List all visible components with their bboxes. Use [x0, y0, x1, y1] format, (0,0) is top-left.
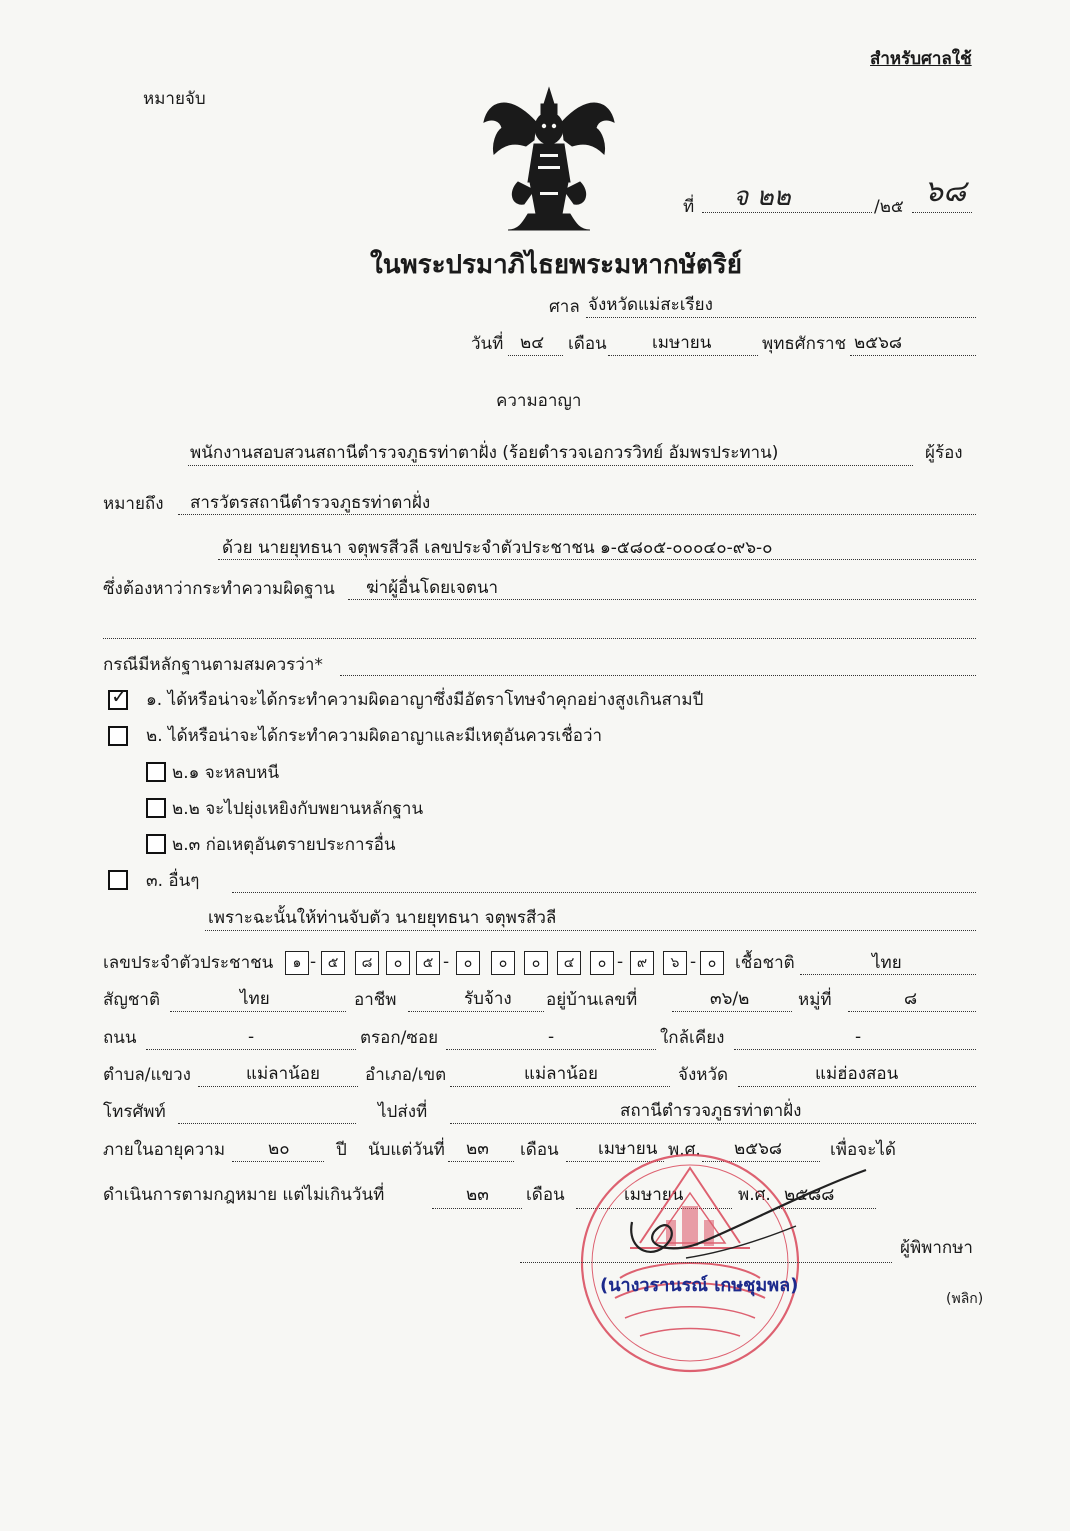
case-type: ความอาญา	[496, 391, 582, 411]
month-label: เดือน	[568, 334, 607, 354]
district-label: อำเภอ/เขต	[365, 1065, 447, 1085]
document-no-label: ที่	[683, 197, 695, 217]
ground-2-2-label: ๒.๒ จะไปยุ่งเหยิงกับพยานหลักฐาน	[172, 799, 424, 819]
subdistrict-line	[198, 1086, 358, 1087]
house-no-value: ๓๖/๒	[710, 989, 750, 1009]
province-value: แม่ฮ่องสอน	[815, 1064, 899, 1084]
province-line	[738, 1086, 976, 1087]
court-use-label: สำหรับศาลใช้	[870, 49, 972, 69]
nationality-line	[170, 1011, 346, 1012]
subdistrict-value: แม่ลาน้อย	[246, 1064, 320, 1084]
flip-note: (พลิก)	[946, 1291, 984, 1307]
id-separator: -	[690, 952, 697, 972]
race-value: ไทย	[872, 953, 902, 973]
moo-line	[848, 1011, 976, 1012]
from-month-value: เมษายน	[598, 1139, 658, 1159]
until-day-line	[432, 1208, 522, 1209]
id-digit: ๕	[416, 951, 440, 975]
id-digit: ๕	[321, 951, 345, 975]
grounds-label: กรณีมีหลักฐานตามสมควรว่า*	[103, 655, 323, 675]
years-value: ๒๐	[268, 1139, 290, 1159]
from-day-value: ๒๓	[466, 1139, 489, 1159]
document-year-value: ๖๘	[924, 174, 967, 209]
within-label: ภายในอายุความ	[103, 1140, 226, 1160]
id-digit: ๐	[524, 951, 548, 975]
until-month-value: เมษายน	[624, 1185, 684, 1205]
id-separator: -	[443, 952, 450, 972]
charge-label: ซึ่งต้องหาว่ากระทำความผิดฐาน	[103, 579, 335, 599]
ground-1-checkbox[interactable]	[108, 684, 128, 710]
ground-3-line	[232, 892, 976, 893]
id-digit: ๘	[355, 951, 379, 975]
subdistrict-label: ตำบล/แขวง	[103, 1065, 191, 1085]
race-line	[800, 974, 976, 975]
id-digit: ๔	[557, 951, 581, 975]
ground-2-1-checkbox[interactable]	[146, 762, 166, 782]
near-label: ใกล้เคียง	[660, 1028, 725, 1048]
month-line	[608, 355, 758, 356]
judge-label: ผู้พิพากษา	[900, 1238, 973, 1258]
judge-name: (นางวรานรณ์ เกษชุมพล)	[600, 1275, 799, 1296]
phone-line	[178, 1123, 356, 1124]
id-digit: ๖	[663, 951, 687, 975]
document-year-prefix: /๒๕	[874, 197, 904, 217]
court-value: จังหวัดแม่สะเรียง	[588, 295, 713, 315]
occupation-value: รับจ้าง	[464, 989, 512, 1009]
ground-2-3-checkbox[interactable]	[146, 834, 166, 854]
ground-2-1-label: ๒.๑ จะหลบหนี	[172, 763, 280, 783]
from-label: นับแต่วันที่	[368, 1140, 445, 1160]
id-separator: -	[617, 952, 624, 972]
race-label: เชื้อชาติ	[735, 953, 795, 973]
from-day-line	[448, 1161, 514, 1162]
year-line	[850, 355, 976, 356]
ground-3-checkbox[interactable]	[108, 870, 128, 890]
petitioner-line	[188, 465, 913, 466]
occupation-label: อาชีพ	[354, 990, 397, 1010]
grounds-line	[340, 675, 976, 676]
petitioner-label: ผู้ร้อง	[925, 443, 963, 463]
date-label: วันที่	[471, 334, 504, 354]
soi-line	[446, 1049, 656, 1050]
year-label: พุทธศักราช	[762, 334, 847, 354]
id-digit: ๐	[491, 951, 515, 975]
warrant-to-label: หมายถึง	[103, 494, 164, 514]
send-label: ไปส่งที่	[378, 1102, 428, 1122]
occupation-line	[408, 1011, 544, 1012]
from-month-label: เดือน	[520, 1140, 559, 1160]
road-label: ถนน	[103, 1028, 137, 1048]
charge-value: ฆ่าผู้อื่นโดยเจตนา	[366, 578, 499, 598]
judge-line	[520, 1262, 892, 1263]
until-month-label: เดือน	[526, 1185, 565, 1205]
purpose-label: เพื่อจะได้	[830, 1140, 896, 1160]
id-digit: ๐	[590, 951, 614, 975]
id-separator: -	[310, 952, 317, 972]
id-digit: ๐	[456, 951, 480, 975]
nationality-value: ไทย	[240, 989, 270, 1009]
id-digit: ๐	[700, 951, 724, 975]
road-value: -	[248, 1027, 255, 1047]
moo-value: ๘	[904, 989, 918, 1009]
proceed-label: ดำเนินการตามกฎหมาย แต่ไม่เกินวันที่	[103, 1185, 385, 1205]
subject-line: ด้วย นายยุทธนา จตุพรสีวลี เลขประจำตัวประชาชน ๑-๕๘๐๕-๐๐๐๔๐-๙๖-๐	[222, 538, 773, 558]
until-year-value: ๒๕๘๘	[784, 1185, 835, 1205]
nationality-label: สัญชาติ	[103, 990, 160, 1010]
phone-label: โทรศัพท์	[103, 1102, 166, 1122]
district-line	[450, 1086, 670, 1087]
years-line	[232, 1161, 324, 1162]
year-value: ๒๕๖๘	[854, 333, 902, 353]
judge-signature-icon	[596, 1162, 876, 1282]
send-value: สถานีตำรวจภูธรท่าตาฝั่ง	[620, 1101, 802, 1121]
years-label: ปี	[336, 1140, 347, 1160]
house-no-label: อยู่บ้านเลขที่	[546, 990, 638, 1010]
garuda-emblem-icon	[478, 82, 620, 234]
ground-2-checkbox[interactable]	[108, 726, 128, 746]
id-digit: ๙	[630, 951, 654, 975]
warrant-to-value: สารวัตรสถานีตำรวจภูธรท่าตาฝั่ง	[190, 493, 431, 513]
province-label: จังหวัด	[678, 1065, 729, 1085]
near-line	[734, 1049, 976, 1050]
petitioner-value: พนักงานสอบสวนสถานีตำรวจภูธรท่าตาฝั่ง (ร้อยตำรวจเอกวรวิทย์ อัมพรประทาน)	[190, 443, 779, 463]
subject-line-underline	[218, 559, 976, 560]
ground-1-label: ๑. ได้หรือน่าจะได้กระทำความผิดอาญาซึ่งมีอัตราโทษจำคุกอย่างสูงเกินสามปี	[146, 690, 704, 710]
id-digit: ๑	[285, 951, 309, 975]
royal-title: ในพระปรมาภิไธยพระมหากษัตริย์	[370, 250, 742, 280]
document-no-value: จ ๒๒	[733, 182, 791, 212]
district-value: แม่ลาน้อย	[524, 1064, 598, 1084]
date-line	[508, 355, 563, 356]
house-no-line	[672, 1011, 792, 1012]
id-label: เลขประจำตัวประชาชน	[103, 953, 274, 973]
send-line	[450, 1123, 976, 1124]
road-line	[146, 1049, 356, 1050]
date-value: ๒๔	[520, 333, 545, 353]
charge-line	[348, 599, 976, 600]
court-label: ศาล	[549, 297, 580, 317]
until-day-value: ๒๓	[466, 1185, 489, 1205]
near-value: -	[855, 1027, 862, 1047]
court-line	[586, 317, 976, 318]
moo-label: หมู่ที่	[798, 990, 832, 1010]
therefore-line	[205, 930, 976, 931]
warrant-to-line	[178, 514, 976, 515]
ground-3-label: ๓. อื่นๆ	[146, 871, 200, 891]
month-value: เมษายน	[652, 333, 712, 353]
until-be-label: พ.ศ.	[738, 1185, 771, 1205]
soi-value: -	[548, 1027, 555, 1047]
therefore-text: เพราะฉะนั้นให้ท่านจับตัว นายยุทธนา จตุพรสีวลี	[208, 908, 557, 928]
soi-label: ตรอก/ซอย	[360, 1028, 439, 1048]
from-be-label: พ.ศ.	[668, 1140, 701, 1160]
id-digit: ๐	[386, 951, 410, 975]
checkmark-icon: ✓	[111, 684, 128, 708]
ground-2-label: ๒. ได้หรือน่าจะได้กระทำความผิดอาญาและมีเหตุอันควรเชื่อว่า	[146, 726, 603, 746]
from-year-value: ๒๕๖๘	[734, 1139, 782, 1159]
charge-line-2	[103, 638, 976, 639]
ground-2-2-checkbox[interactable]	[146, 798, 166, 818]
document-type: หมายจับ	[143, 89, 206, 109]
ground-2-3-label: ๒.๓ ก่อเหตุอันตรายประการอื่น	[172, 835, 396, 855]
